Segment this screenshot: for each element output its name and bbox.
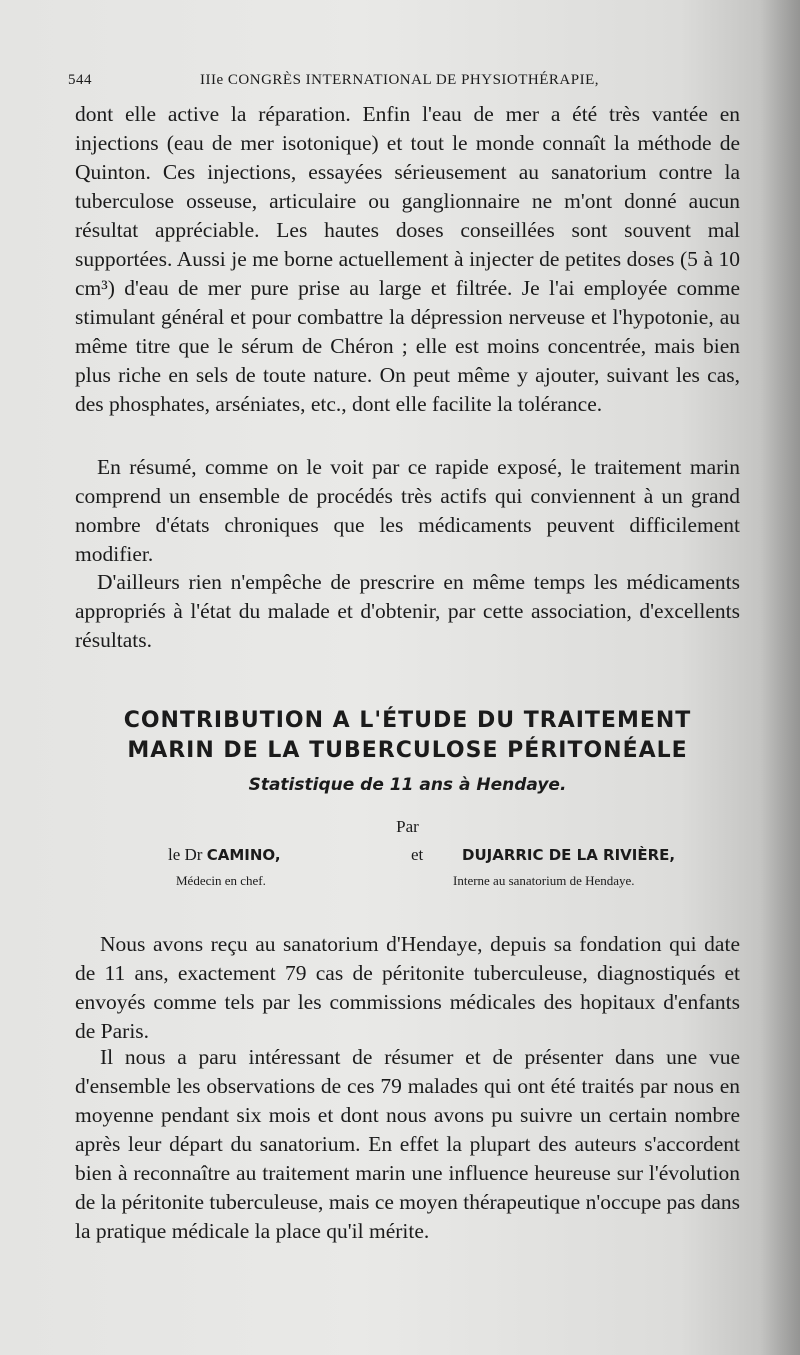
author-1-prefix: le Dr	[168, 845, 203, 864]
author-1-name: CAMINO,	[206, 846, 281, 864]
paragraph-1: dont elle active la réparation. Enfin l'eau de mer a été très vantée en injections (eau de mer isotonique) et tout le monde connaît la méthode de Quinton. Ces injections, essayées sérieusement au sanatorium contre la tuberculose osseuse, articulaire ou ganglionnaire ne m'ont donné aucun résultat appréciable. Les hautes doses conseillées sont souvent mal supportées. Aussi je me borne actuellement à injecter de petites doses (5 à 10 cm³) d'eau de mer pure prise au large et filtrée. Je l'ai employée comme stimulant général et pour combattre la dépression nerveuse et l'hypotonie, au même titre que le sérum de Chéron ; elle est moins concentrée, mais bien plus riche en sels de toute nature. On peut même y ajouter, suivant les cas, des phosphates, arséniates, etc., dont elle facilite la tolérance.	[75, 102, 740, 416]
paragraph-4: Nous avons reçu au sanatorium d'Hendaye, depuis sa fondation qui date de 11 ans, exactement 79 cas de péritonite tuberculeuse, diagnostiqués et envoyés comme tels par les commissions médicales des hopitaux d'enfants de Paris.	[75, 932, 740, 1043]
article-subtitle: Statistique de 11 ans à Hendaye.	[248, 775, 567, 795]
page-gutter-shadow	[760, 0, 800, 1355]
byline-par: Par	[396, 817, 419, 836]
article-title-line-1: CONTRIBUTION A L'ÉTUDE DU TRAITEMENT	[123, 708, 692, 733]
author-1-role: Médecin en chef.	[176, 873, 266, 888]
article-title	[75, 706, 740, 766]
author-1	[168, 845, 281, 865]
paragraph-5: Il nous a paru intéressant de résumer et de présenter dans une vue d'ensemble les observations de ces 79 malades qui ont été traités par nous en moyenne pendant six mois et dont nous avons pu suivre un certain nombre après leur départ du sanatorium. En effet la plupart des auteurs s'accordent bien à reconnaître au traitement marin une influence heureuse sur l'évolution de la péritonite tuberculeuse, mais ce moyen thérapeutique n'occupe pas dans la pratique médicale la place qu'il mérite.	[75, 1045, 740, 1243]
author-2-name: DUJARRIC DE LA RIVIÈRE,	[462, 846, 676, 864]
article-title-line-2: MARIN DE LA TUBERCULOSE PÉRITONÉALE	[127, 738, 688, 763]
paragraph-3: D'ailleurs rien n'empêche de prescrire en même temps les médicaments appropriés à l'état du malade et d'obtenir, par cette association, d'excellents résultats.	[75, 570, 740, 652]
page-number: 544	[68, 72, 92, 88]
running-title: IIIe CONGRÈS INTERNATIONAL DE PHYSIOTHÉRAPIE,	[200, 72, 599, 88]
author-2-role: Interne au sanatorium de Hendaye.	[453, 873, 635, 888]
paragraph-2: En résumé, comme on le voit par ce rapide exposé, le traitement marin comprend un ensemble de procédés très actifs qui conviennent à un grand nombre d'états chroniques que les médicaments peuvent difficilement modifier.	[75, 455, 740, 566]
author-conjunction: et	[411, 845, 424, 864]
